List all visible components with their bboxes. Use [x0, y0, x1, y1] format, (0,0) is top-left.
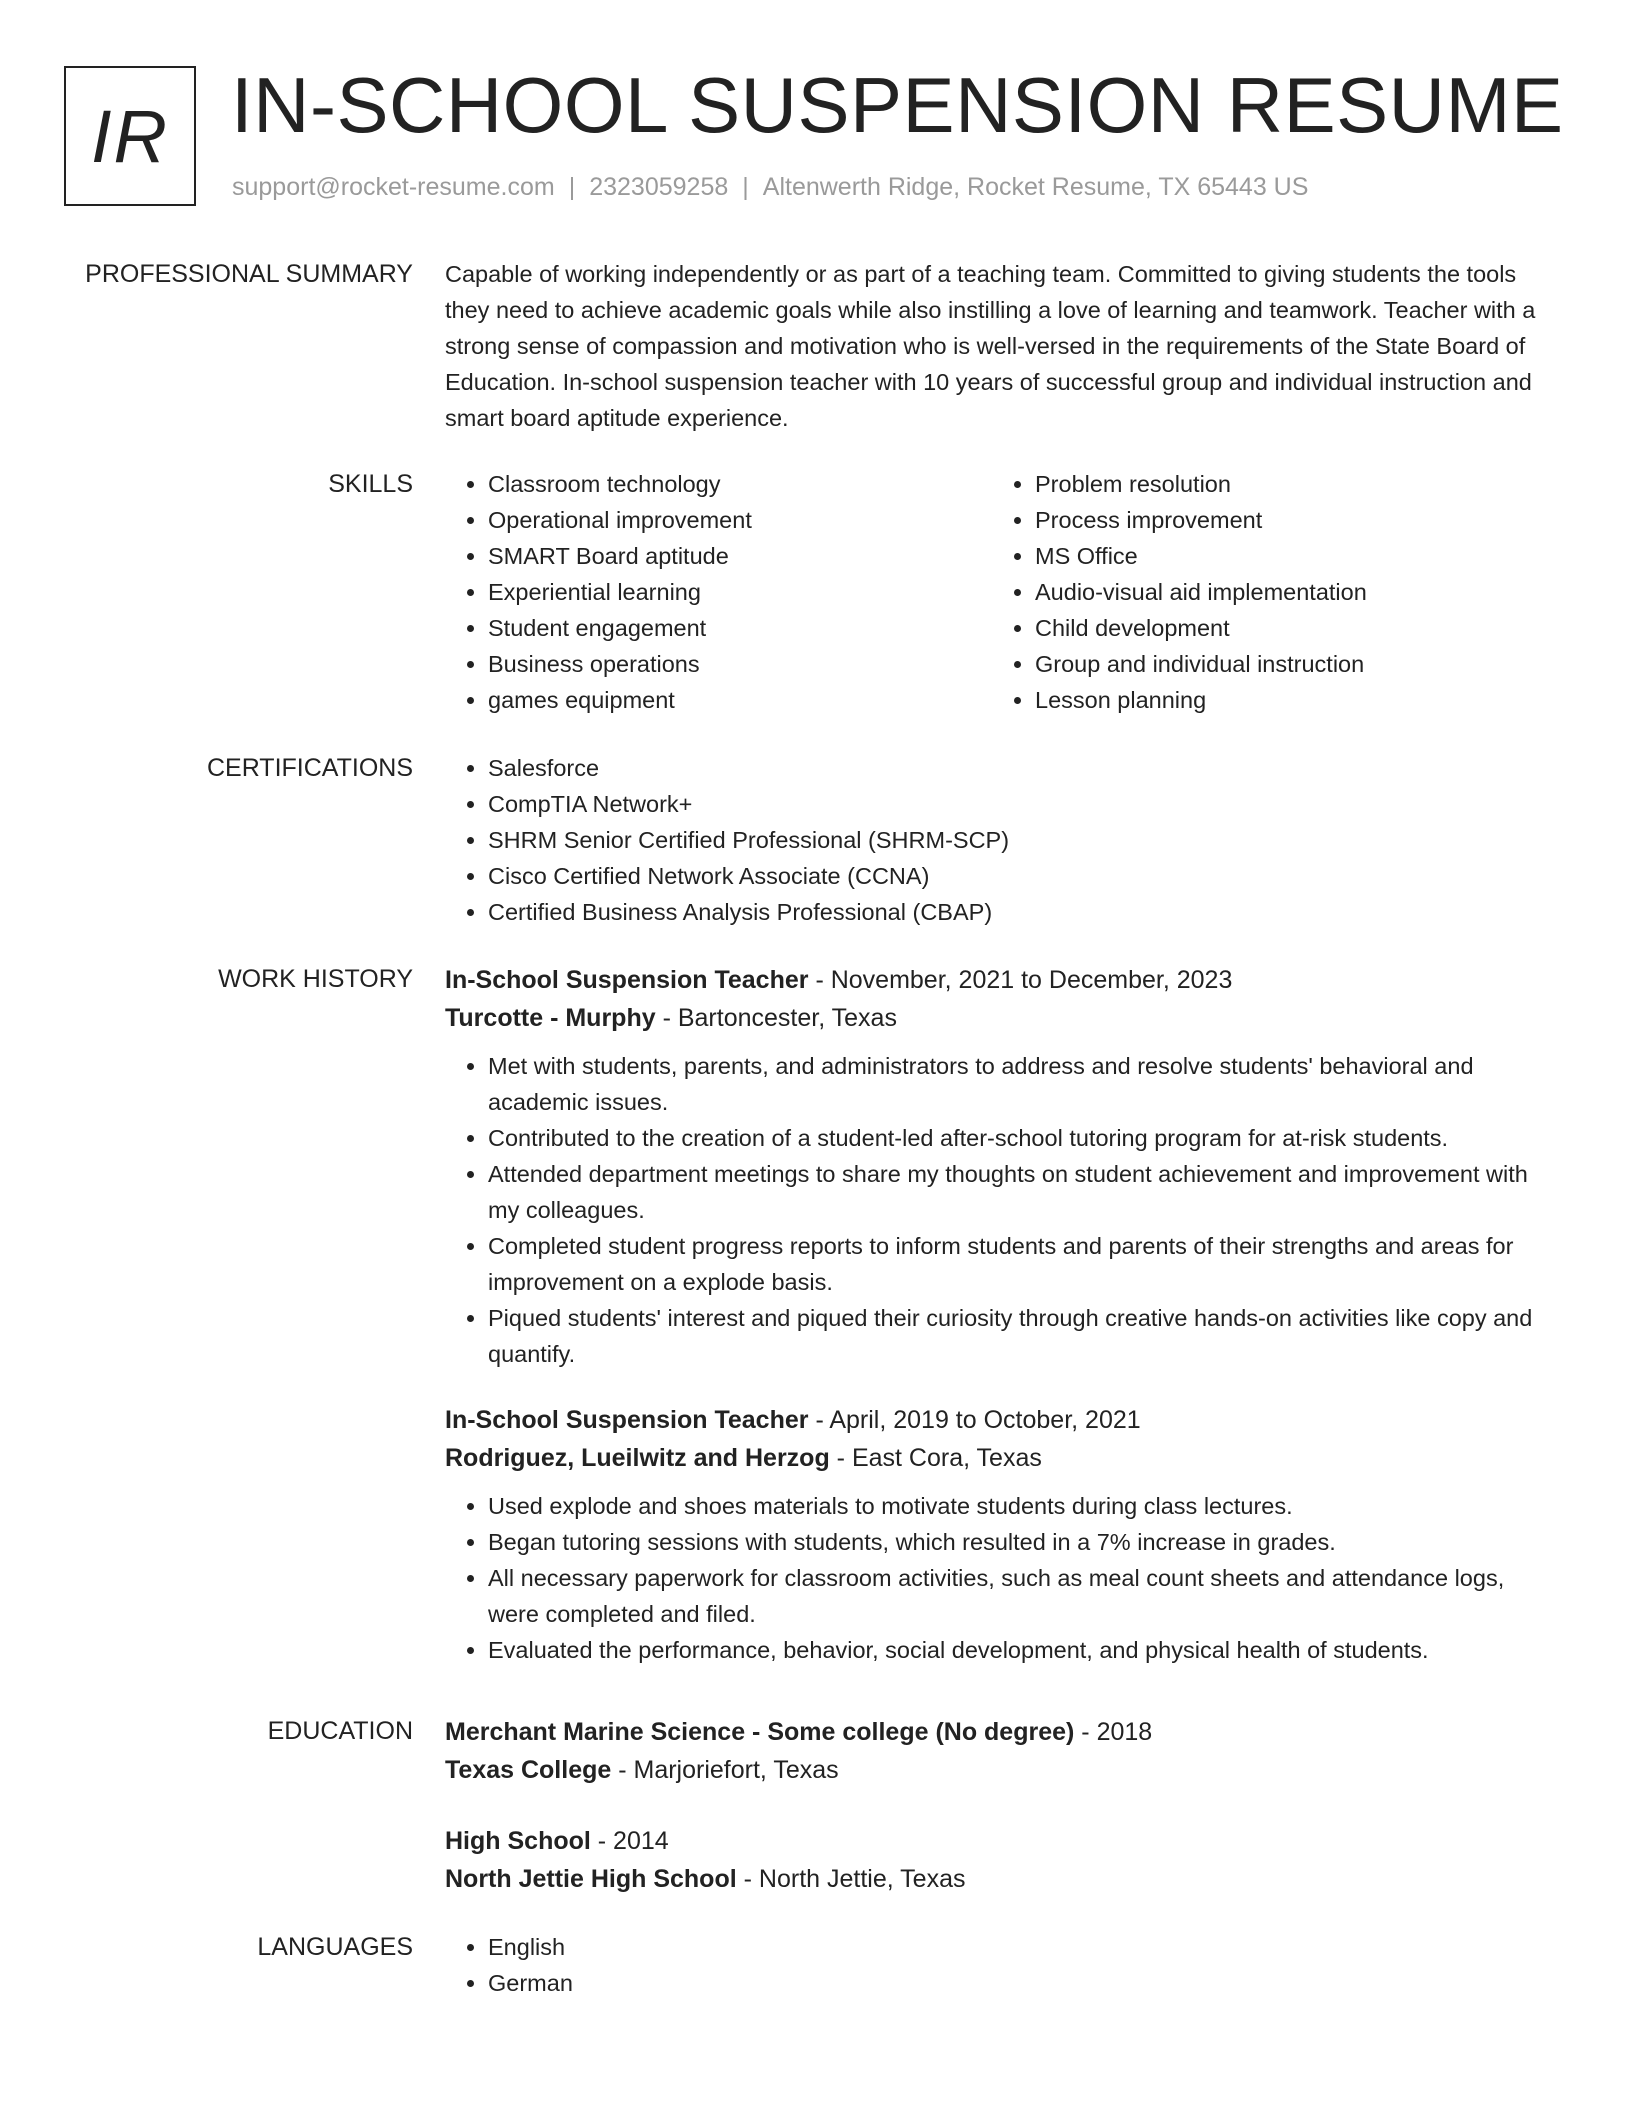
job-location: - Bartoncester, Texas — [655, 1004, 897, 1032]
resume-header — [64, 61, 1572, 211]
section-label-certifications: CERTIFICATIONS — [206, 754, 413, 782]
skill-item: • Experiential learning — [488, 574, 992, 610]
education-degree: Merchant Marine Science - Some college (No degree) — [445, 1718, 1075, 1746]
education-degree-line — [445, 1713, 1555, 1751]
job-location: - East Cora, Texas — [829, 1444, 1042, 1472]
contact-line — [232, 173, 1308, 202]
languages-body — [445, 1929, 1555, 2001]
skills-list-right — [992, 466, 1539, 718]
job-title: In-School Suspension Teacher — [445, 1406, 809, 1434]
language-item: • English — [488, 1929, 1555, 1965]
skill-item: • SMART Board aptitude — [488, 538, 992, 574]
education-degree: High School — [445, 1827, 591, 1855]
job-title-line — [445, 961, 1555, 999]
job-bullet: • Used explode and shoes materials to motivate students during class lectures. — [488, 1488, 1555, 1524]
education-school-line — [445, 1751, 1555, 1789]
language-item: • German — [488, 1965, 1555, 2001]
education-entry — [445, 1713, 1555, 1789]
certification-item: • Salesforce — [488, 750, 1555, 786]
languages-list — [445, 1929, 1555, 2001]
job-bullet: • Began tutoring sessions with students, which resulted in a 7% increase in grades. — [488, 1524, 1555, 1560]
certification-item: • SHRM Senior Certified Professional (SHRM-SCP) — [488, 822, 1555, 858]
job-bullet: • Contributed to the creation of a student-led after-school tutoring program for at-risk students. — [488, 1120, 1555, 1156]
job-title: In-School Suspension Teacher — [445, 966, 809, 994]
education-location: - North Jettie, Texas — [736, 1865, 966, 1893]
education-school-line — [445, 1860, 1555, 1898]
education-location: - Marjoriefort, Texas — [611, 1756, 839, 1784]
contact-separator: | — [568, 173, 576, 201]
monogram-logo: IR — [64, 66, 196, 206]
job-title-line — [445, 1401, 1555, 1439]
contact-separator: | — [742, 173, 749, 201]
certification-item: • Certified Business Analysis Professional (CBAP) — [488, 894, 1555, 930]
job-bullets — [445, 1488, 1555, 1668]
skill-item: • Classroom technology — [488, 466, 992, 502]
job-bullet: • Completed student progress reports to inform students and parents of their strengths and areas for improvement on a explode basis. — [488, 1228, 1555, 1300]
skill-item: • MS Office — [1035, 538, 1539, 574]
job-company-line — [445, 1439, 1555, 1477]
resume-title: IN-SCHOOL SUSPENSION RESUME — [231, 61, 1564, 149]
section-label-education: EDUCATION — [267, 1717, 413, 1745]
skills-list-left — [445, 466, 992, 718]
certification-item: • Cisco Certified Network Associate (CCNA) — [488, 858, 1555, 894]
skill-item: • games equipment — [488, 682, 992, 718]
job-bullet: • Evaluated the performance, behavior, social development, and physical health of students. — [488, 1632, 1555, 1668]
job-company: Turcotte - Murphy — [445, 1004, 656, 1032]
education-year: - 2014 — [590, 1827, 669, 1855]
contact-phone: 2323059258 — [589, 173, 729, 201]
education-year: - 2018 — [1074, 1718, 1153, 1746]
job-bullet: • Piqued students' interest and piqued their curiosity through creative hands-on activities like copy and quantify. — [488, 1300, 1555, 1372]
section-label-work: WORK HISTORY — [218, 965, 413, 993]
skill-item: • Operational improvement — [488, 502, 992, 538]
job-bullet: • Attended department meetings to share my thoughts on student achievement and improvement with my colleagues. — [488, 1156, 1555, 1228]
education-school: North Jettie High School — [445, 1865, 737, 1893]
section-label-summary: PROFESSIONAL SUMMARY — [85, 260, 413, 288]
job-entry — [445, 961, 1555, 1372]
job-company: Rodriguez, Lueilwitz and Herzog — [445, 1444, 830, 1472]
contact-email: support@rocket-resume.com — [232, 173, 555, 201]
contact-address: Altenwerth Ridge, Rocket Resume, TX 65443 US — [762, 173, 1309, 201]
education-degree-line — [445, 1822, 1555, 1860]
skill-item: • Lesson planning — [1035, 682, 1539, 718]
job-bullet: • Met with students, parents, and administrators to address and resolve students' behavioral and academic issues. — [488, 1048, 1555, 1120]
education-body — [445, 1713, 1555, 1898]
skill-item: • Process improvement — [1035, 502, 1539, 538]
section-label-languages: LANGUAGES — [257, 1933, 413, 1961]
education-entry — [445, 1822, 1555, 1898]
skill-item: • Problem resolution — [1035, 466, 1539, 502]
certifications-body — [445, 750, 1555, 930]
skills-grid — [445, 466, 1555, 718]
job-dates: - November, 2021 to December, 2023 — [808, 966, 1233, 994]
certification-item: • CompTIA Network+ — [488, 786, 1555, 822]
skill-item: • Group and individual instruction — [1035, 646, 1539, 682]
work-body — [445, 961, 1555, 1668]
job-dates: - April, 2019 to October, 2021 — [808, 1406, 1141, 1434]
job-bullet: • All necessary paperwork for classroom activities, such as meal count sheets and attendance logs, were completed and filed. — [488, 1560, 1555, 1632]
section-label-skills: SKILLS — [328, 470, 413, 498]
summary-text: Capable of working independently or as part of a teaching team. Committed to giving students the tools they need to achieve academic goals while also instilling a love of learning and teamwork. Teacher with a strong sense of compassion and motivation who is well-versed in the requirements of the State Board of Education. In-school suspension teacher with 10 years of successful group and individual instruction and smart board aptitude experience. — [445, 261, 1536, 431]
job-entry — [445, 1401, 1555, 1668]
skill-item: • Audio-visual aid implementation — [1035, 574, 1539, 610]
job-bullets — [445, 1048, 1555, 1372]
certifications-list — [445, 750, 1555, 930]
skill-item: • Child development — [1035, 610, 1539, 646]
education-school: Texas College — [445, 1756, 612, 1784]
skill-item: • Business operations — [488, 646, 992, 682]
job-company-line — [445, 999, 1555, 1037]
skill-item: • Student engagement — [488, 610, 992, 646]
